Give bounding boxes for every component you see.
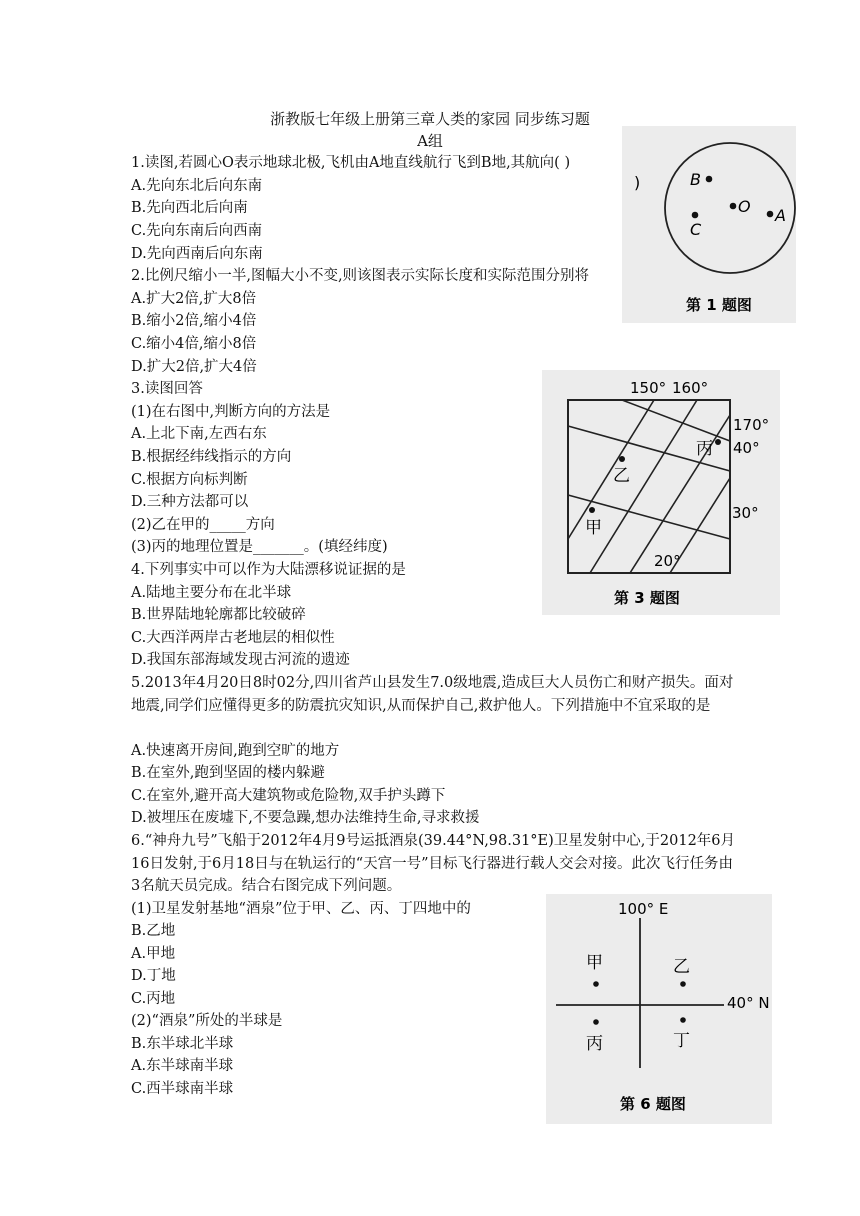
q1-option-a: A.先向东北后向东南	[131, 178, 263, 194]
place-bing-label: 丙	[696, 439, 713, 459]
q3-option-a: A.上北下南,左西右东	[131, 426, 267, 442]
q5-stem: 5.2013年4月20日8时02分,四川省芦山县发生7.0级地震,造成巨大人员伤亡和财产损失。面对地震,同学们应懂得更多的防震抗灾知识,从而保护自己,救护他人。下列措施中不宜采取的是	[131, 675, 734, 714]
q6-sub1-option-c: C.丙地	[131, 991, 176, 1007]
meridian-line	[630, 415, 730, 573]
lon-label-170: 170°	[733, 416, 770, 434]
q6-sub2-option-c: C.西半球南半球	[131, 1081, 234, 1097]
lon-label-150: 150°	[630, 379, 667, 397]
q2-stem: 2.比例尺缩小一半,图幅大小不变,则该图表示实际长度和实际范围分别将	[131, 268, 590, 284]
point-o-label: O	[738, 197, 751, 216]
q6-stem: 6.“神舟九号”飞船于2012年4月9号运抵酒泉(39.44°N,98.31°E)卫星发射中心,于2012年6月16日发射,于6月18日与在轨运行的“天宫一号”目标飞行器进行载人交会对接。此次飞行任务由3名航天员完成。结合右图完成下列问题。	[131, 833, 736, 895]
place-yi-dot	[680, 981, 686, 987]
place-jia-dot	[589, 507, 595, 513]
q3-option-d: D.三种方法都可以	[131, 494, 249, 510]
group-heading: A组	[417, 132, 443, 150]
place-yi-label: 乙	[673, 957, 690, 977]
place-bing-dot	[715, 439, 721, 445]
lat-label-20: 20°	[654, 552, 681, 570]
q4-option-d: D.我国东部海域发现古河流的遗迹	[131, 652, 350, 668]
point-c-label: C	[690, 220, 702, 239]
place-yi-label: 乙	[613, 466, 630, 486]
q4-option-c: C.大西洋两岸古老地层的相似性	[131, 630, 335, 646]
q3-option-c: C.根据方向标判断	[131, 472, 248, 488]
q3-sub3: (3)丙的地理位置是_______。(填经纬度)	[131, 539, 388, 555]
q4-option-a: A.陆地主要分布在北半球	[131, 585, 292, 601]
lon-label: 100° E	[618, 900, 669, 918]
fig1-caption: 第 1 题图	[686, 296, 752, 314]
place-bing-label: 丙	[586, 1034, 603, 1054]
q6-sub2: (2)“酒泉”所处的半球是	[131, 1013, 283, 1029]
q2-option-b: B.缩小2倍,缩小4倍	[131, 313, 257, 329]
meridian-line	[568, 400, 654, 539]
q5-option-d: D.被埋压在废墟下,不要急躁,想办法维持生命,寻求救援	[131, 810, 480, 826]
q1-option-c: C.先向东南后向西南	[131, 223, 263, 239]
q4-stem: 4.下列事实中可以作为大陆漂移说证据的是	[131, 562, 406, 578]
page-title: 浙教版七年级上册第三章人类的家园 同步练习题	[270, 110, 590, 128]
q6-sub1-option-b: B.乙地	[131, 923, 176, 939]
point-o-dot	[730, 203, 737, 210]
figure-3	[542, 370, 780, 615]
q3-sub2: (2)乙在甲的_____方向	[131, 517, 275, 533]
place-ding-dot	[680, 1017, 686, 1023]
q6-sub2-option-b: B.东半球北半球	[131, 1036, 234, 1052]
place-yi-dot	[619, 456, 625, 462]
q1-option-d: D.先向西南后向东南	[131, 246, 263, 262]
q6-sub1: (1)卫星发射基地“酒泉”位于甲、乙、丙、丁四地中的	[131, 901, 471, 917]
q5-option-b: B.在室外,跑到坚固的楼内躲避	[131, 765, 325, 781]
q2-option-c: C.缩小4倍,缩小8倍	[131, 336, 257, 352]
lat-label-40: 40°	[733, 439, 760, 457]
point-b-label: B	[690, 170, 701, 189]
q4-option-b: B.世界陆地轮廓都比较破碎	[131, 607, 306, 623]
q3-stem: 3.读图回答	[131, 381, 203, 397]
q2-option-a: A.扩大2倍,扩大8倍	[131, 291, 257, 307]
fig1-paren: )	[634, 173, 641, 192]
q1-stem: 1.读图,若圆心O表示地球北极,飞机由A地直线航行飞到B地,其航向( )	[131, 155, 571, 171]
point-b-dot	[706, 176, 713, 183]
lat-label: 40° N	[727, 994, 770, 1012]
fig6-caption: 第 6 题图	[620, 1095, 686, 1113]
lat-label-30: 30°	[732, 504, 759, 522]
point-a-dot	[767, 211, 774, 218]
q5-option-c: C.在室外,避开高大建筑物或危险物,双手护头蹲下	[131, 788, 446, 804]
q3-sub1: (1)在右图中,判断方向的方法是	[131, 404, 331, 420]
meridian-line	[590, 400, 697, 573]
place-bing-dot	[593, 1019, 599, 1025]
q6-sub1-option-a: A.甲地	[131, 946, 176, 962]
figure-1	[622, 126, 796, 323]
lon-label-160: 160°	[672, 379, 709, 397]
place-jia-label: 甲	[586, 953, 603, 973]
fig3-caption: 第 3 题图	[614, 589, 680, 607]
place-jia-dot	[593, 981, 599, 987]
q3-option-b: B.根据经纬线指示的方向	[131, 449, 292, 465]
point-a-label: A	[775, 206, 786, 225]
q1-option-b: B.先向西北后向南	[131, 200, 248, 216]
point-c-dot	[692, 212, 699, 219]
map-frame	[568, 400, 730, 573]
q6-sub2-option-a: A.东半球南半球	[131, 1058, 234, 1074]
place-jia-label: 甲	[585, 518, 602, 538]
q6-sub1-option-d: D.丁地	[131, 968, 176, 984]
figure-6	[546, 894, 772, 1124]
place-ding-label: 丁	[673, 1031, 690, 1051]
q2-option-d: D.扩大2倍,扩大4倍	[131, 359, 257, 375]
q5-option-a: A.快速离开房间,跑到空旷的地方	[131, 743, 340, 759]
